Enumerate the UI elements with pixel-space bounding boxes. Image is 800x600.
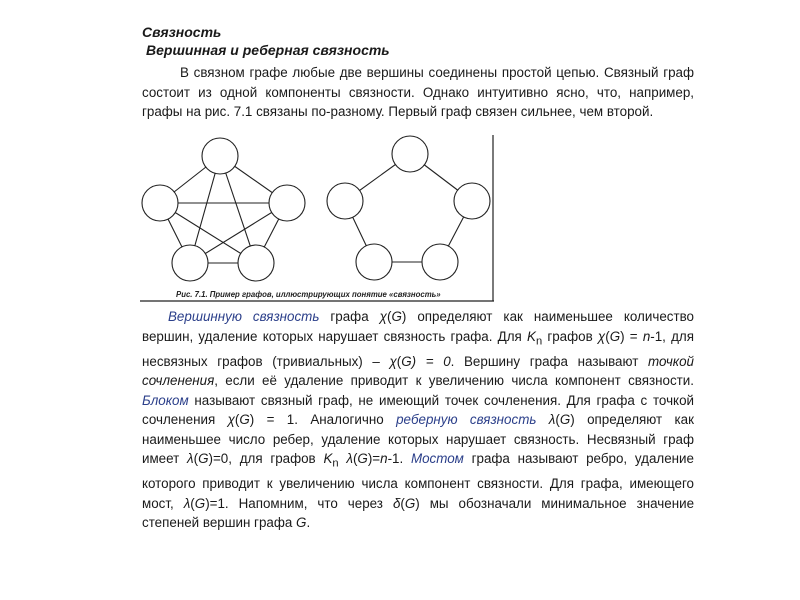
text-run [536, 412, 548, 427]
figure-caption: Рис. 7.1. Пример графов, иллюстрирующих понятие «связность» [176, 290, 441, 299]
symbol-k: K [323, 451, 333, 467]
term-vertex-connectivity: Вершинную связность [168, 309, 320, 324]
text-run: ( [605, 328, 610, 344]
vertex-circle [422, 244, 458, 280]
symbol-lambda: λ [346, 451, 353, 467]
text-run: графа называют ребро, удаление которого приводит к увеличению числа компонент связности. Для графа, имеющего мост, [142, 451, 694, 511]
symbol-g: G [194, 495, 206, 511]
text-run: ( [400, 495, 405, 511]
section-heading: Связность [142, 24, 222, 40]
text-run: -1, для несвязных графов (тривиальных) – [142, 328, 694, 369]
text-run: графов [542, 328, 598, 344]
text-run: . [306, 515, 311, 531]
text-run: ( [396, 353, 402, 369]
subscript-n: n [332, 457, 339, 470]
vertex-circle [142, 185, 178, 221]
vertex-circle [454, 183, 490, 219]
symbol-lambda: λ [548, 412, 556, 428]
text-run-italic: ) = 0 [411, 353, 451, 369]
symbol-g: G [357, 451, 368, 467]
vertex-circle [238, 245, 274, 281]
symbol-k: K [527, 328, 536, 344]
text-run: ) = [620, 328, 643, 344]
term-edge-connectivity: реберную связность [396, 412, 537, 428]
definitions-paragraph [142, 307, 694, 533]
vertex-circle [202, 138, 238, 174]
figure-7-1 [140, 133, 496, 305]
vertex-circle [327, 183, 363, 219]
text-run: ) определяют как наименьшее число ребер, удаление которых нарушает связность. Несвязный граф имеет [142, 412, 694, 467]
graphs-illustration [140, 133, 496, 305]
complete-graph-k5 [142, 138, 305, 281]
vertex-circle [356, 244, 392, 280]
symbol-g: G [401, 353, 412, 369]
symbol-chi: χ [389, 353, 397, 369]
cycle-graph-c5 [327, 136, 490, 280]
text-run: ( [555, 412, 560, 428]
symbol-g: G [609, 328, 621, 344]
term-articulation-point: точкой сочленения [142, 353, 694, 389]
text-run: графа [319, 309, 380, 324]
text-run: ( [352, 451, 358, 467]
term-block: Блоком [142, 392, 189, 408]
symbol-g: G [404, 495, 416, 511]
text-run: ( [193, 451, 199, 467]
text-run: называют связный граф, не имеющий точек сочленения. Для графа с точкой сочленения [142, 392, 694, 428]
text-run: ) мы обозначали минимальное значение степеней вершин графа [142, 495, 695, 531]
subscript-n: n [535, 335, 543, 348]
text-run: ) = 1. Аналогично [249, 412, 397, 428]
text-run: ( [234, 412, 240, 428]
symbol-chi: χ [227, 412, 235, 428]
symbol-g: G [559, 412, 571, 428]
section-subheading: Вершинная и реберная связность [146, 42, 390, 58]
symbol-delta: δ [392, 495, 401, 511]
text-run: )=1. Напомним, что через [205, 495, 393, 511]
text-run: )=0, для графов [208, 451, 324, 467]
symbol-chi: χ [597, 328, 606, 344]
text-run: ( [190, 495, 195, 511]
term-bridge: Мостом [410, 451, 464, 467]
symbol-g: G [391, 309, 402, 324]
symbol-g: G [239, 412, 250, 428]
text-run: -1. [387, 451, 411, 467]
vertex-circle [172, 245, 208, 281]
symbol-lambda: λ [187, 451, 194, 467]
symbol-lambda: λ [183, 495, 191, 511]
symbol-g: G [198, 451, 209, 467]
symbol-n: n [642, 328, 651, 344]
text-run: )= [367, 451, 381, 467]
intro-paragraph: В связном графе любые две вершины соединены простой цепью. Связный граф состоит из одной компоненты связности. Однако интуитивно ясно, что, например, графы на рис. 7.1 связаны по-разному. Первый граф связен сильнее, чем второй. [142, 65, 694, 119]
text-run: ( [386, 309, 392, 324]
symbol-chi: χ [379, 309, 387, 324]
text-run: ) определяют как наименьшее количество вершин, удаление которых нарушает связность графа. Для [142, 309, 695, 344]
vertex-circle [269, 185, 305, 221]
text-run: . Вершину графа называют [450, 353, 648, 369]
text-run: , если её удаление приводит к увеличению числа компонент связности. [214, 373, 694, 389]
symbol-g: G [296, 515, 307, 531]
symbol-n: n [380, 451, 388, 467]
vertex-circle [392, 136, 428, 172]
